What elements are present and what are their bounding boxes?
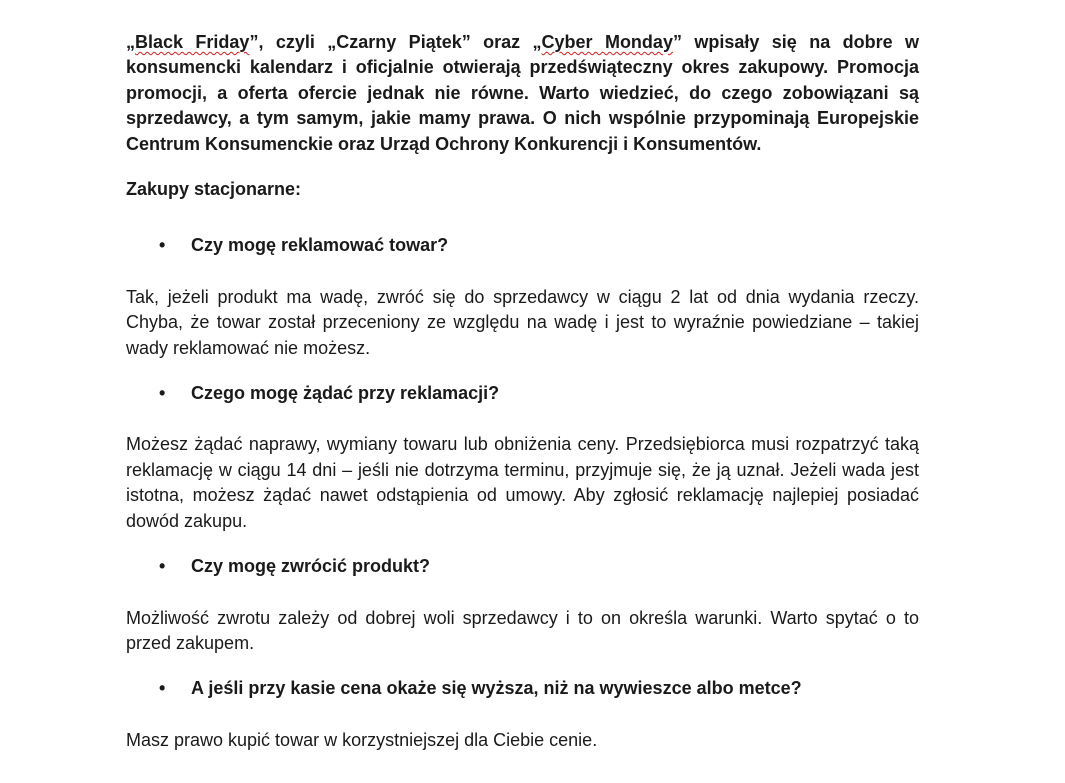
intro-text-1: ”, czyli „Czarny Piątek” oraz „: [249, 32, 542, 52]
intro-black-friday: Black Friday: [135, 32, 250, 52]
bullet-question: [126, 676, 919, 701]
bullet-icon: •: [159, 678, 166, 699]
bullet-question: [126, 554, 919, 579]
bullet-question: [126, 381, 919, 406]
answer-paragraph: Tak, jeżeli produkt ma wadę, zwróć się do sprzedawcy w ciągu 2 lat od dnia wydania rzeczy. Chyba, że towar został przeceniony ze względu na wadę i jest to wyraźnie powiedziane – takiej wady reklamować nie możesz.: [126, 286, 919, 358]
bullet-icon: •: [159, 235, 166, 256]
answer-paragraph: Masz prawo kupić towar w korzystniejszej dla Ciebie cenie.: [126, 729, 598, 750]
section-heading: Zakupy stacjonarne:: [126, 179, 302, 200]
bullet-icon: •: [159, 383, 166, 404]
question-text: Czego mogę żądać przy reklamacji?: [191, 383, 500, 404]
bullet-question: [126, 233, 919, 258]
intro-quote-open: „: [126, 32, 135, 52]
intro-paragraph: [126, 30, 919, 157]
question-text: A jeśli przy kasie cena okaże się wyższa, niż na wywieszce albo metce?: [191, 678, 802, 699]
intro-cyber-monday: Cyber Monday: [541, 32, 673, 52]
question-text: Czy mogę zwrócić produkt?: [191, 556, 431, 577]
intro-text-2: ” wpisały się na dobre w konsumencki kalendarz i oficjalnie otwierają przedświąteczny okres zakupowy. Promocja promocji, a oferta ofercie jednak nie równe. Warto wiedzieć, do czego zobowiązani są sprzedawcy, a tym samym, jakie mamy prawa. O nich wspólnie przypominają Europejskie Centrum Konsumenckie oraz Urząd Ochrony Konkurencji i Konsumentów.: [126, 32, 919, 154]
question-text: Czy mogę reklamować towar?: [191, 235, 449, 256]
bullet-icon: •: [159, 556, 166, 577]
answer-paragraph: Możliwość zwrotu zależy od dobrej woli sprzedawcy i to on określa warunki. Warto spytać o to przed zakupem.: [126, 607, 919, 653]
document-page: [126, 30, 919, 773]
answer-paragraph: Możesz żądać naprawy, wymiany towaru lub obniżenia ceny. Przedsiębiorca musi rozpatrzyć taką reklamację w ciągu 14 dni – jeśli nie dotrzyma terminu, przyjmuje się, że ją uznał. Jeżeli wada jest istotna, możesz żądać nawet odstąpienia od umowy. Aby zgłosić reklamację najlepiej posiadać dowód zakupu.: [126, 434, 919, 531]
